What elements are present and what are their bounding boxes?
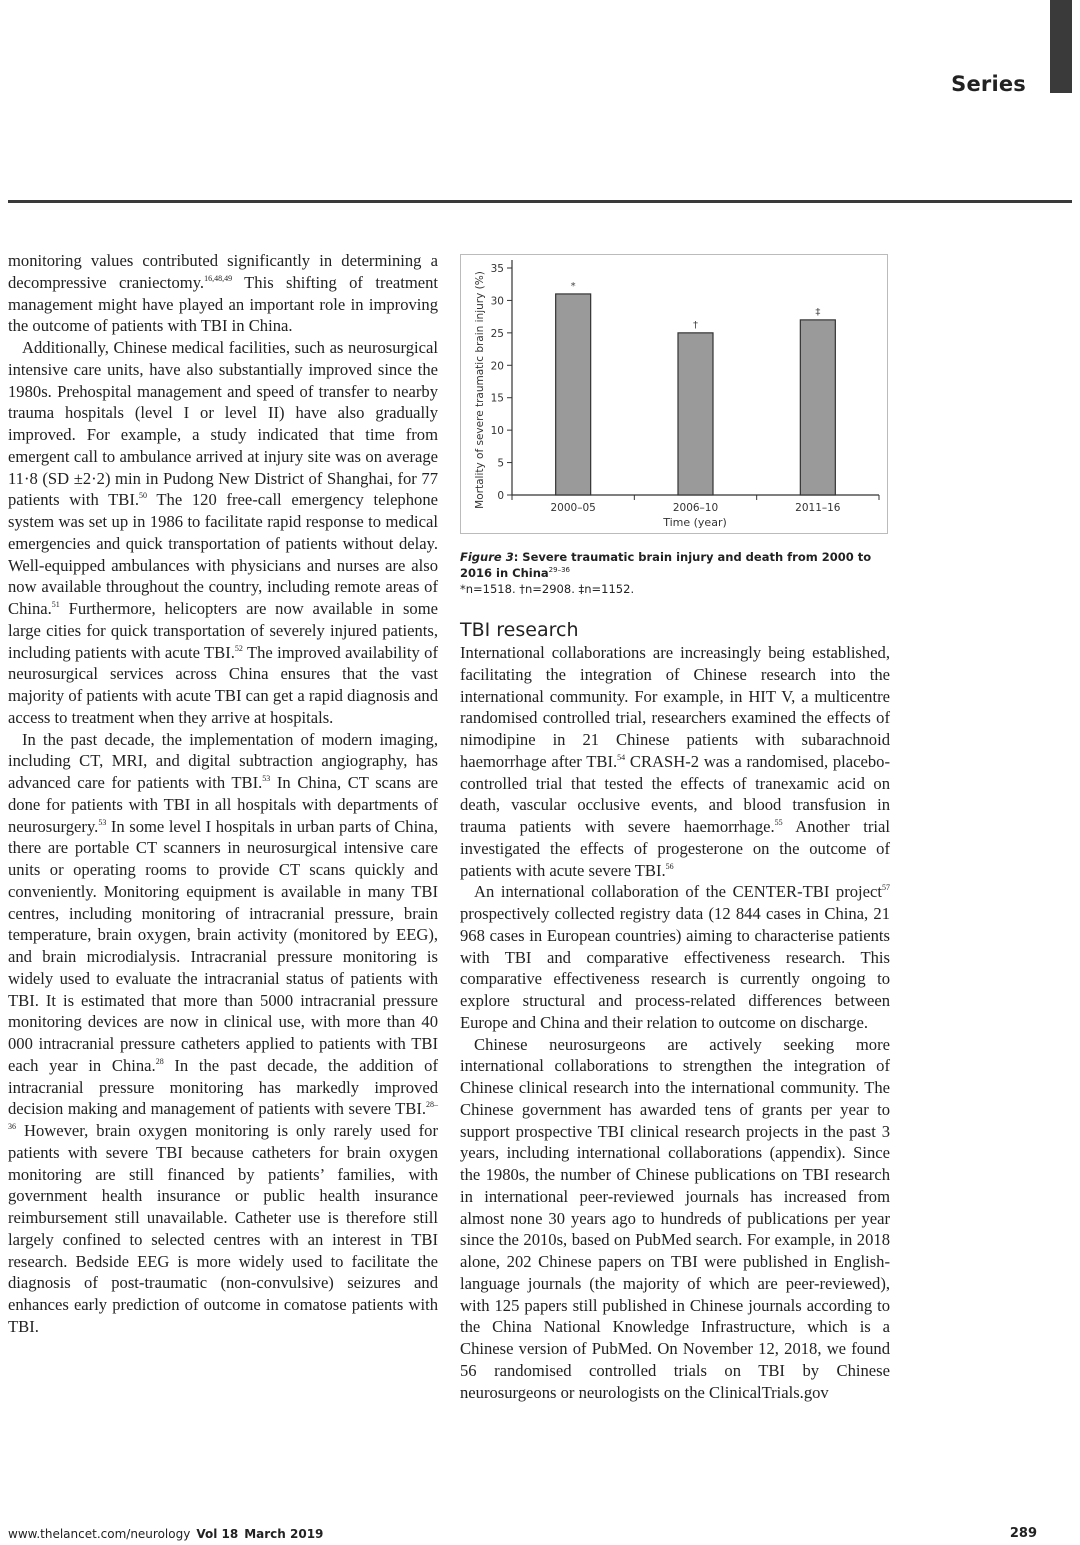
y-axis-label: Mortality of severe traumatic brain injury (%) [474, 271, 486, 509]
footer-citation [8, 1527, 323, 1541]
page-number: 289 [1009, 1526, 1037, 1541]
svg-text:35: 35 [490, 263, 504, 275]
citation[interactable]: 50 [139, 491, 148, 501]
citation[interactable]: 57 [882, 883, 890, 893]
bar [800, 320, 835, 495]
section-label: Series [951, 72, 1026, 96]
left-column [8, 250, 438, 1338]
svg-text:25: 25 [490, 327, 504, 340]
right-column [460, 642, 890, 1403]
svg-text:30: 30 [490, 295, 504, 308]
svg-text:5: 5 [497, 457, 504, 470]
figure-footnote: *n=1518. †n=2908. ‡n=1152. [460, 582, 635, 596]
bar [556, 294, 591, 495]
svg-text:20: 20 [490, 360, 504, 373]
bar [678, 333, 713, 495]
paragraph: In the past decade, the implementation of modern imaging, including CT, MRI, and digital subtraction angiography, has advanced care for patients with TBI.$^{53}$ In China, CT scans are done for patients with TBI in all hospitals with departments of neurosurgery.$^{53}$ In some level I hospitals in urban parts of China, there are portable CT scanners in neurosurgical intensive care units or operating rooms to provide CT scans quickly and conveniently. Monitoring equipment is available in many TBI centres, including monitoring of intracranial pressure, brain temperature, brain oxygen, brain activity (monitored by EEG), and brain microdialysis. Intracranial pressure monitoring is widely used to evaluate the intracranial status of patients with TBI. It is estimated that more than 5000 intracranial pressure monitoring devices are now in clinical use, with more than 40 000 intracranial pressure catheters applied to patients with TBI each year in China.$^{28}$ In the past decade, the addition of intracranial pressure monitoring has markedly improved decision making and management of patients with severe TBI.$^{28-36}$ However, brain oxygen monitoring is only rarely used for patients with severe TBI because catheters for brain oxygen monitoring are still financed by patients’ families, with government health insurance or public health insurance reimbursement still unavailable. Catheter use is therefore still largely confined to selected centres with an interest in TBI research. Bedside EEG is more widely used to facilitate the diagnosis of post-traumatic (non-convulsive) seizures and enhances early prediction of outcome in comatose patients with TBI. [8, 729, 438, 1336]
bar-marker: * [570, 280, 576, 292]
citation[interactable]: 29–36 [548, 566, 570, 574]
figure-title: Figure 3: Severe traumatic brain injury and death from 2000 to 2016 in China$^{29-36}$ [460, 550, 872, 580]
citation[interactable]: 28 [155, 1056, 164, 1066]
citation[interactable]: 54 [617, 752, 626, 762]
section-heading: TBI research [460, 619, 579, 641]
header-rule [8, 200, 1072, 203]
citation[interactable]: 52 [234, 643, 243, 653]
x-tick-label: 2000–05 [550, 502, 596, 514]
journal-url[interactable]: www.thelancet.com/neurology [8, 1527, 191, 1541]
x-tick-label: 2006–10 [672, 502, 719, 514]
paragraph: monitoring values contributed significantly in determining a decompressive craniectomy.$^{16,48,49}$ This shifting of treatment management might have played an important role in improving the outcome of patients with TBI in China. [8, 251, 438, 336]
bar-marker: ‡ [815, 306, 821, 318]
x-ticks [512, 495, 879, 514]
citation[interactable]: 56 [665, 861, 674, 871]
svg-text:15: 15 [490, 392, 504, 405]
figure-caption [460, 549, 890, 597]
figure-3-chart [460, 254, 888, 534]
paragraph: An international collaboration of the CENTER-TBI project$^{57}$ prospectively collected registry data (12 844 cases in China, 21 968 cases in European countries) aiming to characterise patients with TBI and comparative effectiveness research. This comparative effectiveness research is currently ongoing to explore structural and process-related differences between Europe and China and their relation to outcome on discharge. [460, 882, 890, 1032]
svg-text:0: 0 [497, 490, 504, 502]
y-ticks [491, 263, 512, 502]
citation[interactable]: 55 [774, 818, 783, 827]
citation[interactable]: 53 [98, 817, 107, 827]
section-edge-tab [1050, 0, 1072, 93]
citation[interactable]: 51 [51, 600, 60, 609]
x-tick-label: 2011–16 [795, 502, 841, 514]
issue-date: March 2019 [244, 1527, 324, 1541]
volume: Vol 18 [196, 1527, 239, 1541]
bar-chart [461, 255, 889, 535]
citation[interactable]: 53 [262, 774, 271, 783]
x-axis-label: Time (year) [663, 516, 727, 529]
paragraph: Additionally, Chinese medical facilities, such as neurosurgical intensive care units, have also substantially improved since the 1980s. Prehospital management and speed of transfer to nearby trauma hospitals (level I or level II) have also gradually improved. For example, a study indicated that time from emergent call to ambulance arrived at injury site was on average 11·8 (SD ±2·2) min in Pudong New District of Shanghai, for 77 patients with TBI.$^{50}$ The 120 free-call emergency telephone system was set up in 1986 to facilitate rapid response to medical emergencies and quick transportation of patients without delay. Well-equipped ambulances with physicians and nurses are also now available throughout the country, including remote areas of China.$^{51}$ Furthermore, helicopters are now available in some large cities for quick transportation of severely injured patients, including patients with acute TBI.$^{52}$ The improved availability of neurosurgical services across China ensures that the vast majority of patients with acute TBI can get a rapid diagnosis and access to treatment when they arrive at hospitals. [8, 338, 438, 727]
citation[interactable]: 16,48,49 [204, 273, 233, 283]
paragraph: International collaborations are increasingly being established, facilitating the integration of Chinese research into the international community. For example, in HIT V, a multicentre randomised controlled trial, researchers examined the effects of nimodipine in 21 Chinese patients with subarachnoid haemorrhage after TBI.$^{54}$ CRASH-2 was a randomised, placebo-controlled trial that tested the effects of tranexamic acid on death, vascular occlusive events, and blood transfusion in trauma patients with severe haemorrhage.$^{55}$ Another trial investigated the effects of progesterone on the outcome of patients with acute severe TBI.$^{56}$ [460, 643, 890, 880]
bars [556, 281, 836, 495]
svg-text:10: 10 [490, 425, 504, 438]
citation[interactable]: 28–36 [8, 1100, 438, 1131]
bar-marker: † [693, 319, 698, 331]
paragraph: Chinese neurosurgeons are actively seeking more international collaborations to strengthen the integration of Chinese clinical research into the international community. The Chinese government has awarded tens of grants per year to support prospective TBI clinical research projects in the past 3 years, including international collaborations (appendix). Since the 1980s, the number of Chinese publications on TBI research in international peer-reviewed journals has increased from almost none 30 years ago to hundreds of publications per year since the 2010s, based on PubMed search. For example, in 2018 alone, 202 Chinese papers on TBI were published in English-language journals (the majority of which are peer-reviewed), with 125 papers still published in Chinese journals according to the China National Knowledge Infrastructure, which is a Chinese version of PubMed. On November 12, 2018, we found 56 randomised controlled trials on TBI by Chinese neurosurgeons or neurologists on the ClinicalTrials.gov [460, 1034, 890, 1402]
